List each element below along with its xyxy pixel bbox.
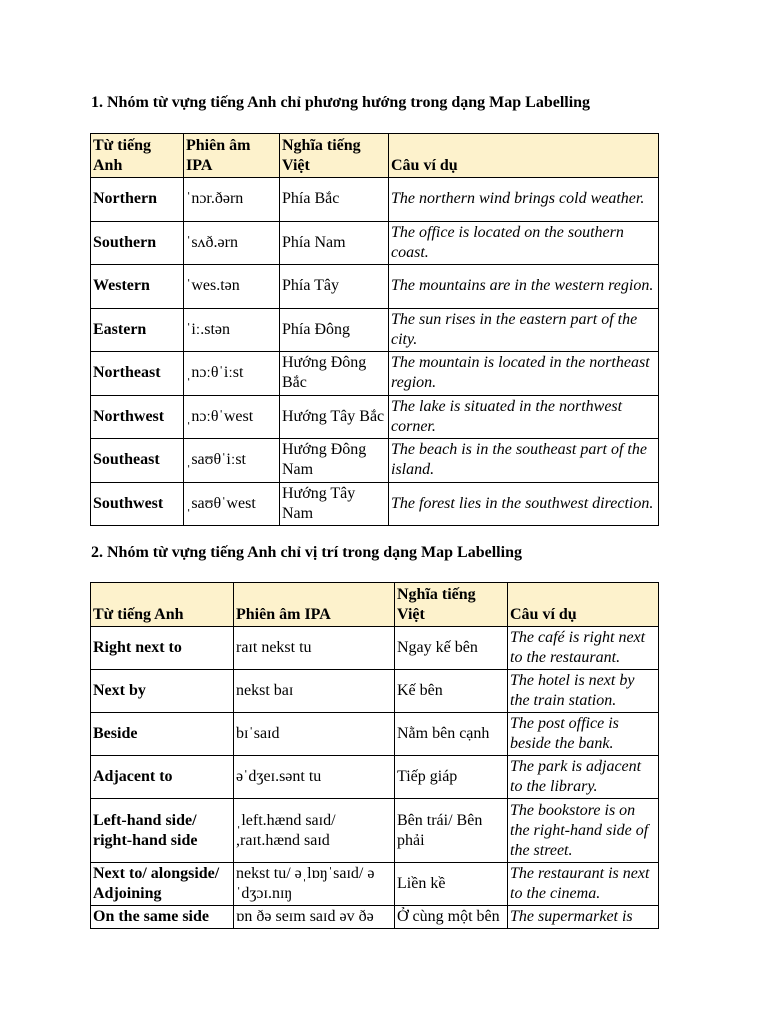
example-sentence: The mountains are in the western region.: [389, 265, 659, 309]
example-sentence: The forest lies in the southwest direction.: [389, 482, 659, 526]
ipa-transcription: ˈsʌð.ərn: [184, 221, 280, 265]
example-sentence: The office is located on the southern coast.: [389, 221, 659, 265]
table-row: [91, 265, 659, 309]
vietnamese-meaning: Phía Đông: [280, 308, 389, 352]
ipa-transcription: ˈwes.tən: [184, 265, 280, 309]
english-word: Eastern: [91, 308, 184, 352]
table-row: [91, 799, 659, 863]
example-sentence: The café is right next to the restaurant.: [508, 627, 659, 670]
table-row: [91, 221, 659, 265]
table-header-row: [91, 583, 659, 627]
section-2-heading: 2. Nhóm từ vựng tiếng Anh chỉ vị trí trong dạng Map Labelling: [91, 544, 522, 561]
ipa-transcription: ˈiː.stən: [184, 308, 280, 352]
table-row: [91, 178, 659, 222]
vietnamese-meaning: Phía Bắc: [280, 178, 389, 222]
vietnamese-meaning: Ngay kế bên: [395, 627, 508, 670]
example-sentence: The sun rises in the eastern part of the city.: [389, 308, 659, 352]
english-word: Right next to: [91, 627, 234, 670]
ipa-transcription: ˌsaʊθˈiːst: [184, 439, 280, 483]
table-row: [91, 352, 659, 396]
table-row: [91, 863, 659, 906]
vietnamese-meaning: Hướng Đông Nam: [280, 439, 389, 483]
ipa-transcription: nekst tu/ əˌlɒŋˈsaɪd/ əˈdʒɔɪ.nɪŋ: [234, 863, 395, 906]
english-word: On the same side: [91, 906, 234, 929]
english-word: Southeast: [91, 439, 184, 483]
table-row: [91, 713, 659, 756]
example-sentence: The post office is beside the bank.: [508, 713, 659, 756]
example-sentence: The northern wind brings cold weather.: [389, 178, 659, 222]
table-row: [91, 756, 659, 799]
english-word: Southern: [91, 221, 184, 265]
ipa-transcription: əˈdʒeɪ.sənt tu: [234, 756, 395, 799]
ipa-transcription: ˌleft.hænd saɪd/ ,raɪt.hænd saɪd: [234, 799, 395, 863]
table-row: [91, 308, 659, 352]
english-word: Northern: [91, 178, 184, 222]
ipa-transcription: nekst baɪ: [234, 670, 395, 713]
ipa-transcription: ɒn ðə seɪm saɪd əv ðə: [234, 906, 395, 929]
english-word: Western: [91, 265, 184, 309]
example-sentence: The hotel is next by the train station.: [508, 670, 659, 713]
vietnamese-meaning: Hướng Đông Bắc: [280, 352, 389, 396]
example-sentence: The supermarket is: [508, 906, 659, 929]
table-row: [91, 482, 659, 526]
vietnamese-meaning: Liền kề: [395, 863, 508, 906]
ipa-transcription: ˈnɔr.ðərn: [184, 178, 280, 222]
english-word: Southwest: [91, 482, 184, 526]
header-english-word: Từ tiếng Anh: [91, 583, 234, 627]
example-sentence: The mountain is located in the northeast region.: [389, 352, 659, 396]
example-sentence: The lake is situated in the northwest corner.: [389, 395, 659, 439]
english-word: Left-hand side/ right-hand side: [91, 799, 234, 863]
direction-vocabulary-table: [90, 133, 659, 526]
ipa-transcription: ˌnɔːθˈiːst: [184, 352, 280, 396]
vietnamese-meaning: Hướng Tây Nam: [280, 482, 389, 526]
example-sentence: The restaurant is next to the cinema.: [508, 863, 659, 906]
table-row: [91, 906, 659, 929]
example-sentence: The beach is in the southeast part of the island.: [389, 439, 659, 483]
vietnamese-meaning: Phía Nam: [280, 221, 389, 265]
vietnamese-meaning: Kế bên: [395, 670, 508, 713]
vietnamese-meaning: Bên trái/ Bên phải: [395, 799, 508, 863]
english-word: Next to/ alongside/ Adjoining: [91, 863, 234, 906]
vietnamese-meaning: Tiếp giáp: [395, 756, 508, 799]
example-sentence: The bookstore is on the right-hand side of the street.: [508, 799, 659, 863]
vietnamese-meaning: Hướng Tây Bắc: [280, 395, 389, 439]
vietnamese-meaning: Ở cùng một bên: [395, 906, 508, 929]
table-header-row: [91, 134, 659, 178]
table-row: [91, 670, 659, 713]
header-ipa: Phiên âm IPA: [184, 134, 280, 178]
vietnamese-meaning: Nằm bên cạnh: [395, 713, 508, 756]
header-vietnamese-meaning: Nghĩa tiếng Việt: [395, 583, 508, 627]
table-row: [91, 439, 659, 483]
header-vietnamese-meaning: Nghĩa tiếng Việt: [280, 134, 389, 178]
table-row: [91, 627, 659, 670]
english-word: Northwest: [91, 395, 184, 439]
header-ipa: Phiên âm IPA: [234, 583, 395, 627]
english-word: Next by: [91, 670, 234, 713]
ipa-transcription: ˌnɔːθˈwest: [184, 395, 280, 439]
section-1-heading: 1. Nhóm từ vựng tiếng Anh chỉ phương hướng trong dạng Map Labelling: [91, 94, 591, 111]
example-sentence: The park is adjacent to the library.: [508, 756, 659, 799]
english-word: Adjacent to: [91, 756, 234, 799]
header-example: Câu ví dụ: [389, 134, 659, 178]
vietnamese-meaning: Phía Tây: [280, 265, 389, 309]
header-english-word: Từ tiếng Anh: [91, 134, 184, 178]
position-vocabulary-table: [90, 582, 659, 929]
header-example: Câu ví dụ: [508, 583, 659, 627]
ipa-transcription: bɪˈsaɪd: [234, 713, 395, 756]
ipa-transcription: raɪt nekst tu: [234, 627, 395, 670]
ipa-transcription: ˌsaʊθˈwest: [184, 482, 280, 526]
table-row: [91, 395, 659, 439]
english-word: Beside: [91, 713, 234, 756]
english-word: Northeast: [91, 352, 184, 396]
